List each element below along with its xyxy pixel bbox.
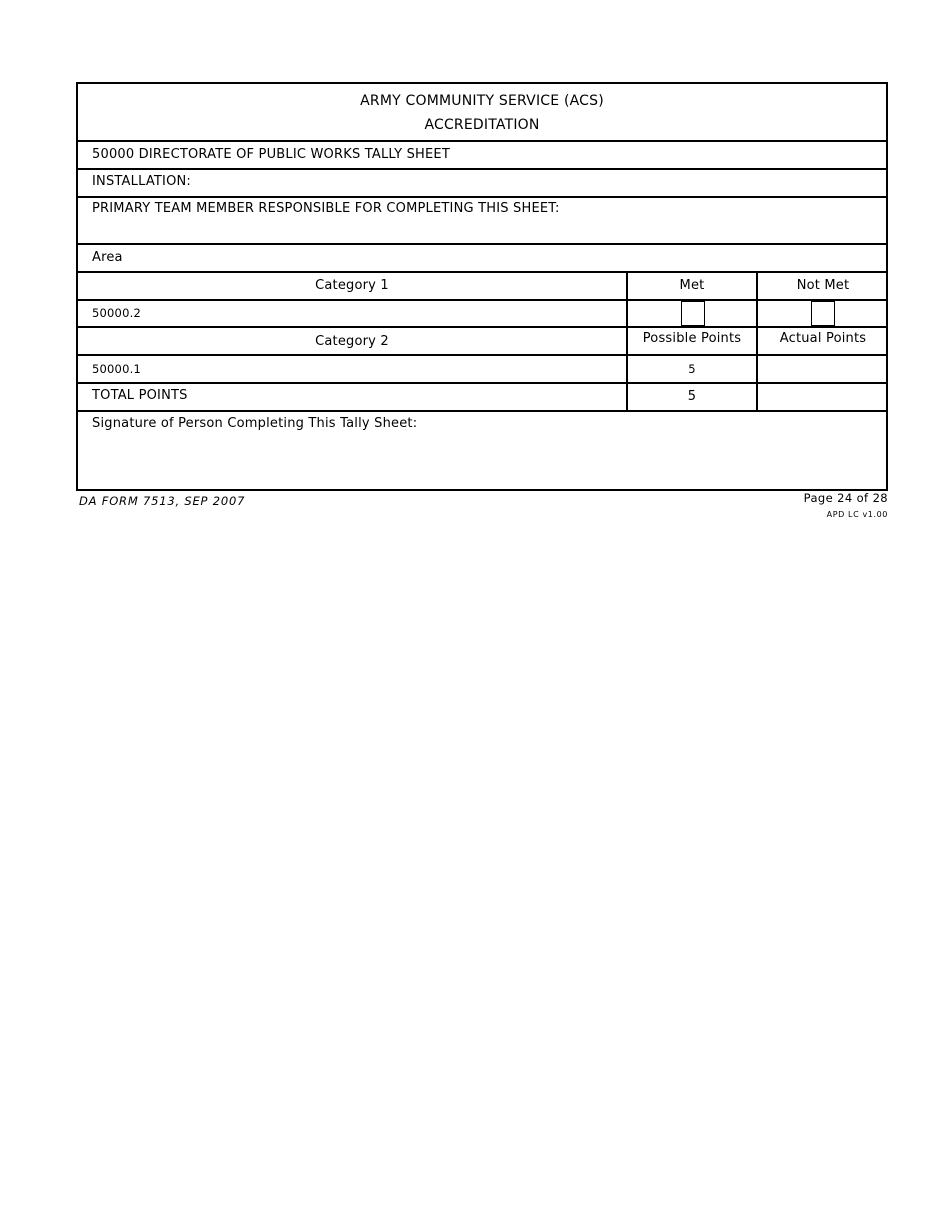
area-row [78,245,886,273]
actual-points-header-cell [758,328,888,354]
signature-row[interactable] [78,412,886,489]
total-points-label: TOTAL POINTS [92,388,188,403]
installation-row[interactable] [78,170,886,198]
total-possible-cell [628,384,758,410]
item-code: 50000.2 [92,306,141,320]
category2-header-cell [78,328,628,354]
possible-points-value: 5 [688,362,696,376]
total-label-cell [78,384,628,410]
category1-header-row [78,273,886,301]
item-code-cell [78,356,628,382]
item-code-cell [78,301,628,326]
table-row [78,356,886,384]
category1-header: Category 1 [315,278,389,293]
category2-header: Category 2 [315,334,389,349]
actual-points-header: Actual Points [779,331,867,346]
possible-points-header-cell [628,328,758,354]
signature-label: Signature of Person Completing This Tally Sheet: [92,416,418,431]
form-title-line1: ARMY COMMUNITY SERVICE (ACS) [360,93,604,109]
not-met-checkbox[interactable] [811,301,835,326]
category2-header-row [78,328,886,356]
tally-sheet-form [76,82,888,491]
primary-member-row[interactable] [78,198,886,245]
form-id: DA FORM 7513, SEP 2007 [79,494,246,508]
version-code: APD LC v1.00 [826,510,888,519]
total-possible-value: 5 [687,389,697,404]
not-met-header-cell [758,273,888,299]
total-actual-input[interactable] [758,384,888,410]
not-met-cell [758,301,888,326]
form-title-line2: ACCREDITATION [424,117,540,133]
section-title-row [78,142,886,170]
total-points-row [78,384,886,412]
item-code: 50000.1 [92,362,141,376]
met-checkbox[interactable] [681,301,705,326]
form-header [78,84,886,142]
met-header: Met [679,278,705,293]
met-cell [628,301,758,326]
possible-points-cell [628,356,758,382]
met-header-cell [628,273,758,299]
possible-points-header: Possible Points [642,331,742,346]
page-number: Page 24 of 28 [803,491,888,505]
table-row [78,301,886,328]
primary-member-label: PRIMARY TEAM MEMBER RESPONSIBLE FOR COMPLETING THIS SHEET: [92,201,560,216]
area-label: Area [92,250,123,265]
installation-label: INSTALLATION: [92,174,192,189]
category1-header-cell [78,273,628,299]
section-title: 50000 DIRECTORATE OF PUBLIC WORKS TALLY SHEET [92,147,450,162]
actual-points-input[interactable] [758,356,888,382]
not-met-header: Not Met [796,278,850,293]
